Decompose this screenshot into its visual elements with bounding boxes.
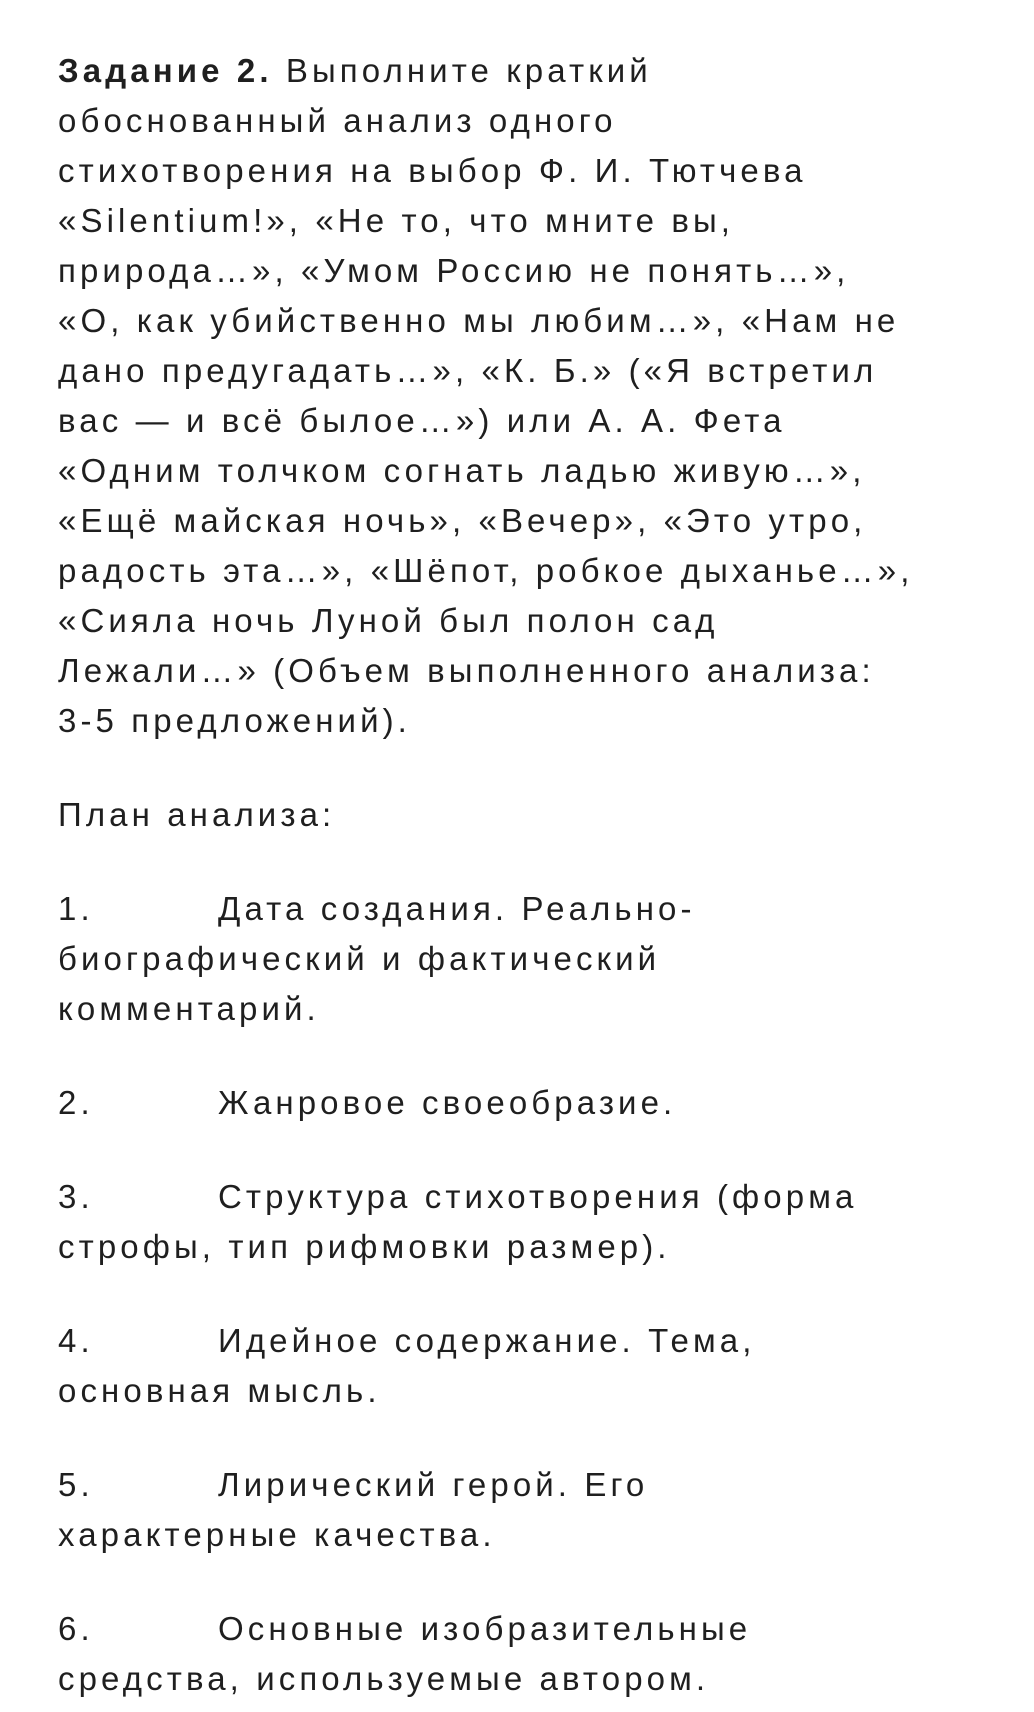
plan-list [58, 884, 1008, 1704]
task-line: природа…», «Умом Россию не понять…», [58, 252, 850, 289]
task-label: Задание 2. [58, 52, 273, 89]
item-line: Основные изобразительные [218, 1610, 752, 1647]
list-item [58, 1316, 1008, 1416]
item-line: Жанровое своеобразие. [218, 1084, 677, 1121]
item-line: характерные качества. [58, 1516, 496, 1553]
item-number: 5. [58, 1466, 94, 1503]
item-line: Идейное содержание. Тема, [218, 1322, 756, 1359]
task-line: Лежали…» (Объем выполненного анализа: [58, 652, 875, 689]
task-line: «Сияла ночь Луной был полон сад [58, 602, 719, 639]
item-number: 6. [58, 1610, 94, 1647]
list-item [58, 884, 1008, 1034]
list-item [58, 1172, 1008, 1272]
task-line: Выполните краткий [272, 52, 652, 89]
item-number: 1. [58, 890, 94, 927]
item-line: Лирический герой. Его [218, 1466, 649, 1503]
list-item [58, 1460, 1008, 1560]
task-line: стихотворения на выбор Ф. И. Тютчева [58, 152, 807, 189]
item-line: строфы, тип рифмовки размер). [58, 1228, 671, 1265]
task-line: обоснованный анализ одного [58, 102, 617, 139]
task-line: дано предугадать…», «К. Б.» («Я встретил [58, 352, 878, 389]
task-line: «Ещё майская ночь», «Вечер», «Это утро, [58, 502, 867, 539]
list-item [58, 1604, 1008, 1704]
item-line: Структура стихотворения (форма [218, 1178, 858, 1215]
task-line: радость эта…», «Шёпот, робкое дыханье…», [58, 552, 914, 589]
task-paragraph [58, 46, 1008, 746]
document [58, 46, 1008, 1704]
task-line: «О, как убийственно мы любим…», «Нам не [58, 302, 900, 339]
task-line: вас — и всё былое…») или А. А. Фета [58, 402, 786, 439]
task-line: «Silentium!», «Не то, что мните вы, [58, 202, 735, 239]
task-line: «Одним толчком согнать ладью живую…», [58, 452, 866, 489]
task-line: 3-5 предложений). [58, 702, 411, 739]
item-line: средства, используемые автором. [58, 1660, 710, 1697]
item-line: биографический и фактический [58, 940, 661, 977]
item-number: 2. [58, 1084, 94, 1121]
item-line: Дата создания. Реально- [218, 890, 696, 927]
item-line: основная мысль. [58, 1372, 381, 1409]
list-item [58, 1078, 1008, 1128]
plan-title: План анализа: [58, 796, 336, 833]
item-number: 3. [58, 1178, 94, 1215]
item-line: комментарий. [58, 990, 320, 1027]
item-number: 4. [58, 1322, 94, 1359]
